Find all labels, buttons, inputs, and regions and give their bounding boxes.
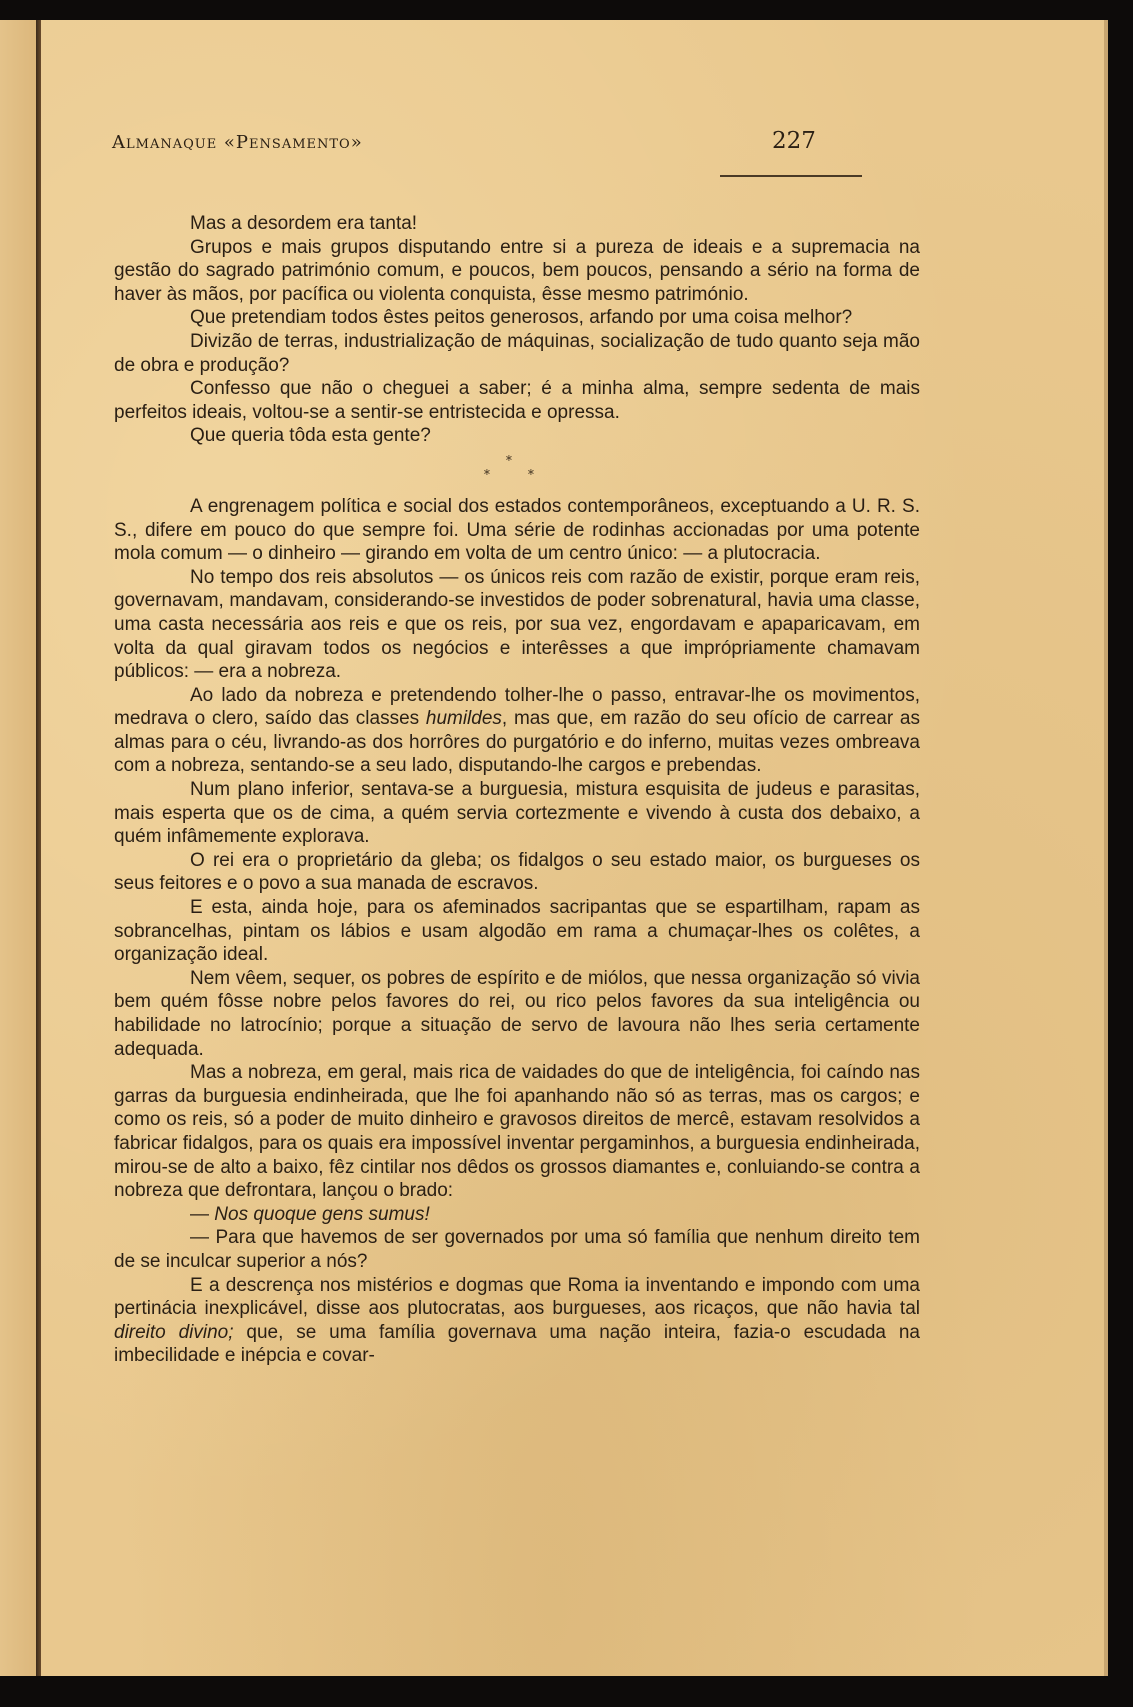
quotation-line: — Para que havemos de ser governados por uma só família que nenhum direito tem de se inculcar superior a nós? <box>114 1227 920 1272</box>
paragraph: No tempo dos reis absolutos — os únicos reis com razão de existir, porque eram reis, governavam, mandavam, considerando-se investidos de poder sobrenatural, havia uma classe, uma casta necessária aos reis e que os reis, por sua vez, engordavam e apaparicavam, em volta da qual giravam todos os negócios e interêsses a que imprópriamente chamavam públicos: — era a nobreza. <box>114 566 920 683</box>
italic-term: humildes <box>425 708 502 730</box>
running-header: Almanaque «Pensamento» <box>112 132 363 153</box>
paragraph: Num plano inferior, sentava-se a burguesia, mistura esquisita de judeus e parasitas, mais esperta que os de cima, a quém servia cortezmente e vivendo à custa dos debaixo, a quém infâmemente explorava. <box>114 779 920 848</box>
paragraph: A engrenagem política e social dos estados contemporâneos, exceptuando a U. R. S. S., difere em pouco do que sempre foi. Uma série de rodinhas accionadas por uma potente mola comum — o dinheiro — girando em volta de um centro único: — a plutocracia. <box>114 495 920 565</box>
paragraph: Divizão de terras, industrialização de máquinas, socialização de tudo quanto seja mão de obra e produção? <box>114 330 920 376</box>
paragraph: Que queria tôda esta gente? <box>190 425 431 447</box>
facing-page-edge <box>0 20 36 1676</box>
paragraph: Que pretendiam todos êstes peitos generosos, arfando por uma coisa melhor? <box>190 307 853 329</box>
text-run: Ao lado da nobreza e pretendendo tolher-lhe o passo, entravar-lhe os movimentos, medrava o clero, saído das classes <box>114 684 920 730</box>
paragraph: Nem vêem, sequer, os pobres de espírito e de miólos, que nessa organização só vivia bem quém fôsse nobre pelos favores do rei, ou rico pelos favores da sua inteligência ou habilidade no latrocínio; porque a situação de servo de lavoura não lhes seria certamente adequada. <box>114 967 920 1060</box>
italic-term: direito divino; <box>114 1321 234 1343</box>
book-page <box>0 20 1108 1676</box>
header-rule <box>720 175 862 177</box>
article-body <box>114 212 920 1368</box>
paragraph <box>114 684 920 778</box>
latin-quote: Nos quoque gens sumus! <box>214 1203 430 1225</box>
book-gutter <box>36 20 41 1676</box>
asterisk-icon: * <box>528 467 534 483</box>
paragraph <box>114 1274 920 1368</box>
paragraph: Mas a nobreza, em geral, mais rica de vaidades do que de inteligência, foi caíndo nas garras da burguesia endinheirada, que lhe foi apanhando não só as terras, mas os cargos; e como os reis, só a poder de muito dinheiro e gravosos direitos de mercê, estavam resolvidos a fabricar fidalgos, para os quais era impossível inventar pergaminhos, a burguesia endinheirada, mirou-se de alto a baixo, fêz cintilar nos dêdos os grossos diamantes e, conluiando-se contra a nobreza que defrontara, lançou o brado: <box>114 1062 920 1202</box>
dash: — <box>190 1203 215 1225</box>
paragraph: Mas a desordem era tanta! <box>190 213 418 234</box>
paragraph: Confesso que não o cheguei a saber; é a minha alma, sempre sedenta de mais perfeitos ideais, voltou-se a sentir-se entristecida e opressa. <box>114 378 920 423</box>
quotation-line <box>114 1203 920 1227</box>
page-number: 227 <box>772 128 816 154</box>
paragraph: Grupos e mais grupos disputando entre si a pureza de ideais e a supremacia na gestão do sagrado património comum, e poucos, bem poucos, pensando a sério na forma de haver às mãos, por pacífica ou violenta conquista, êsse mesmo património. <box>114 236 920 305</box>
asterisk-icon: * <box>506 453 512 469</box>
text-run: E a descrença nos mistérios e dogmas que Roma ia inventando e impondo com uma pertinácia inexplicável, disse aos plutocratas, aos burgueses, aos ricaços, que não havia tal <box>114 1274 920 1320</box>
section-break-asterism <box>114 448 920 495</box>
paragraph: O rei era o proprietário da gleba; os fidalgos o seu estado maior, os burgueses os seus feitores e o povo a sua manada de escravos. <box>114 849 920 895</box>
page-edge <box>1104 20 1108 1676</box>
asterisk-icon: * <box>484 467 490 483</box>
paragraph: E esta, ainda hoje, para os afeminados sacripantas que se espartilham, rapam as sobrancelhas, pintam os lábios e usam algodão em rama a chumaçar-lhes os colêtes, a organização ideal. <box>114 897 920 966</box>
text-run: que, se uma família governava uma nação inteira, fazia-o escudada na imbecilidade e inépcia e covar- <box>114 1321 920 1367</box>
text-run: , mas que, em razão do seu ofício de carrear as almas para o céu, livrando-as dos horrôres do purgatório e do inferno, muitas vezes ombreava com a nobreza, sentando-se a seu lado, disputando-lhe cargos e prebendas. <box>114 708 920 777</box>
